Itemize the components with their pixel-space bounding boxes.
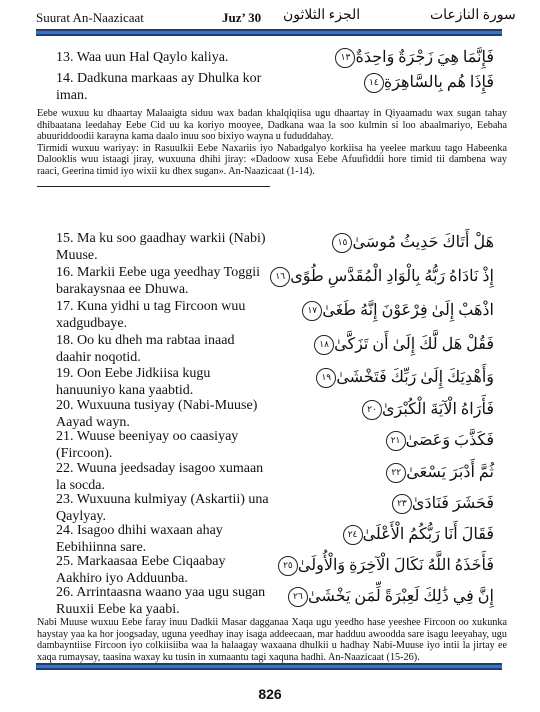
verse-arabic-17: اذْهَبْ إِلَىٰ فِرْعَوْنَ إِنَّهُ طَغَىٰ١٧ <box>309 300 494 321</box>
verse-translation-26: 26. Arrintaasna waano yaa ugu sugan Ruuxii Eebe ka yaabi. <box>56 585 266 617</box>
verse-number-medallion-icon: ٢٣ <box>392 494 412 514</box>
verse-translation-16: 16. Markii Eebe uga yeedhay Toggii barakaysnaa ee Dhuwa. <box>56 265 261 297</box>
juz-arabic-label: الجزء الثلاثون <box>283 8 361 23</box>
footer-divider-bar <box>36 663 502 670</box>
verse-arabic-22: ثُمَّ أَدْبَرَ يَسْعَىٰ٢٢ <box>309 462 494 483</box>
juz-label: Juz’ 30 <box>222 10 262 25</box>
verse-number-medallion-icon: ١٤ <box>364 73 384 93</box>
surah-label: Suurat An-Naazicaat <box>36 10 144 25</box>
verse-translation-13: 13. Waa uun Hal Qaylo kaliya. <box>56 50 229 65</box>
surah-arabic-label: سورة النازعات <box>430 8 516 23</box>
verse-arabic-15: هَلْ أَتَاكَ حَدِيثُ مُوسَىٰ١٥ <box>309 232 494 253</box>
verse-arabic-25: فَأَخَذَهُ اللَّهُ نَكَالَ الْآخِرَةِ وَالْأُولَىٰ٢٥ <box>309 555 494 576</box>
verse-arabic-24: فَقَالَ أَنَا رَبُّكُمُ الْأَعْلَىٰ٢٤ <box>309 524 494 545</box>
verse-translation-15: 15. Ma ku soo gaadhay warkii (Nabi) Muuse. <box>56 231 266 263</box>
page-number: 826 <box>258 686 282 702</box>
page-header <box>0 0 540 30</box>
verse-arabic-20: فَأَرَاهُ الْآيَةَ الْكُبْرَىٰ٢٠ <box>309 399 494 420</box>
verse-arabic-19: وَأَهْدِيَكَ إِلَىٰ رَبِّكَ فَتَخْشَىٰ١٩ <box>309 367 494 388</box>
verse-number-medallion-icon: ١٥ <box>332 233 352 253</box>
header-divider-bar <box>36 29 502 36</box>
verse-number-medallion-icon: ٢٥ <box>278 556 298 576</box>
verse-number-medallion-icon: ١٣ <box>335 48 355 68</box>
verse-number-medallion-icon: ٢٠ <box>362 400 382 420</box>
verse-translation-23: 23. Wuxuuna kulmiyay (Askartii) una Qaylyay. <box>56 492 269 524</box>
verse-number-medallion-icon: ٢٦ <box>288 587 308 607</box>
verse-translation-18: 18. Oo ku dheh ma rabtaa inaad daahir noqotid. <box>56 333 235 365</box>
verse-translation-22: 22. Wuuna jeedsaday isagoo xumaan la socda. <box>56 461 264 493</box>
verse-arabic-26: إِنَّ فِي ذَٰلِكَ لَعِبْرَةً لِّمَن يَخْشَىٰ٢٦ <box>309 586 494 607</box>
verse-translation-21: 21. Wuuse beeniyay oo caasiyay (Fircoon). <box>56 429 239 461</box>
verse-arabic-21: فَكَذَّبَ وَعَصَىٰ٢١ <box>309 430 494 451</box>
verse-translation-24: 24. Isagoo dhihi waxaan ahay Eebihiinna sare. <box>56 523 223 555</box>
section-rule <box>37 186 270 187</box>
verse-arabic-14: فَإِذَا هُم بِالسَّاهِرَةِ١٤ <box>309 72 494 93</box>
verse-number-medallion-icon: ٢٤ <box>343 525 363 545</box>
verse-translation-19: 19. Oon Eebe Jidkiisa kugu hanuuniyo kana yaabtid. <box>56 366 211 398</box>
verse-translation-14: 14. Dadkuna markaas ay Dhulka kor iman. <box>56 71 262 103</box>
verse-number-medallion-icon: ١٦ <box>270 267 290 287</box>
verse-arabic-18: فَقُلْ هَل لَّكَ إِلَىٰ أَن تَزَكَّىٰ١٨ <box>309 334 494 355</box>
verse-number-medallion-icon: ٢١ <box>386 431 406 451</box>
verse-arabic-13: فَإِنَّمَا هِيَ زَجْرَةٌ وَاحِدَةٌ١٣ <box>309 47 494 68</box>
verse-number-medallion-icon: ١٩ <box>316 368 336 388</box>
verse-number-medallion-icon: ٢٢ <box>386 463 406 483</box>
verse-translation-25: 25. Markaasaa Eebe Ciqaabay Aakhiro iyo Adduunba. <box>56 554 226 586</box>
verse-translation-17: 17. Kuna yidhi u tag Fircoon wuu xadgudbaye. <box>56 299 246 331</box>
commentary-15-26: Nabi Muuse wuxuu Eebe faray inuu Dadkii Masar dagganaa Xaqa ugu yeedho hase yeeshee Fircoon oo xukunka haystay yaa ka hor joogsaday, uguna yeedhay inay isaga addeecaan, mar hadduu awoodda sare isagu leeyahay, ugu dambayntiise Fircoon iyo colkiisiiba waa la halaagay waxaana dhulkii u hadhay Nabi-Muuse iyo intii la jirtay ee xaqa rumaysay, taasina waxay ku tusin in xumaantu tagi xaquna hadhi. An-Naazicaat (15-26). <box>37 617 507 663</box>
verse-translation-20: 20. Wuxuuna tusiyay (Nabi-Muuse) Aayad wayn. <box>56 398 258 430</box>
verse-arabic-23: فَحَشَرَ فَنَادَىٰ٢٣ <box>309 493 494 514</box>
verse-arabic-16: إِذْ نَادَاهُ رَبُّهُ بِالْوَادِ الْمُقَدَّسِ طُوًى١٦ <box>309 266 494 287</box>
commentary-1-14: Eebe wuxuu ku dhaartay Malaaigta siduu wax badan khalqiqiisa ugu dhaartay in Qiyaamadu wax sugan tahay dhibaatana leedahay Eebe Cid uu ka koriyo mooyee, Dadkana waa la soo kulmin si loo abaalmariyo, Eebaha abuuriddoodii karayna kama daalo inuu soo bixiyo wayna u fududdahay. Tirmidi wuxuu wariyay: in Rasuulkii Eebe Naxariis iyo Nabadgalyo korkiisa ha yeelee markuu tago Habeenka Dalooklis wuu istaagi jiray, wuxuuna dhihi jiray: «Dadoow xusa Eebe Afuufiddii hore timid tii dambena way raaci, Geerina timid iyo wixii ku dhex sugan». An-Naazicaat (1-14). <box>37 108 507 177</box>
verse-number-medallion-icon: ١٨ <box>314 335 334 355</box>
verse-number-medallion-icon: ١٧ <box>302 301 322 321</box>
